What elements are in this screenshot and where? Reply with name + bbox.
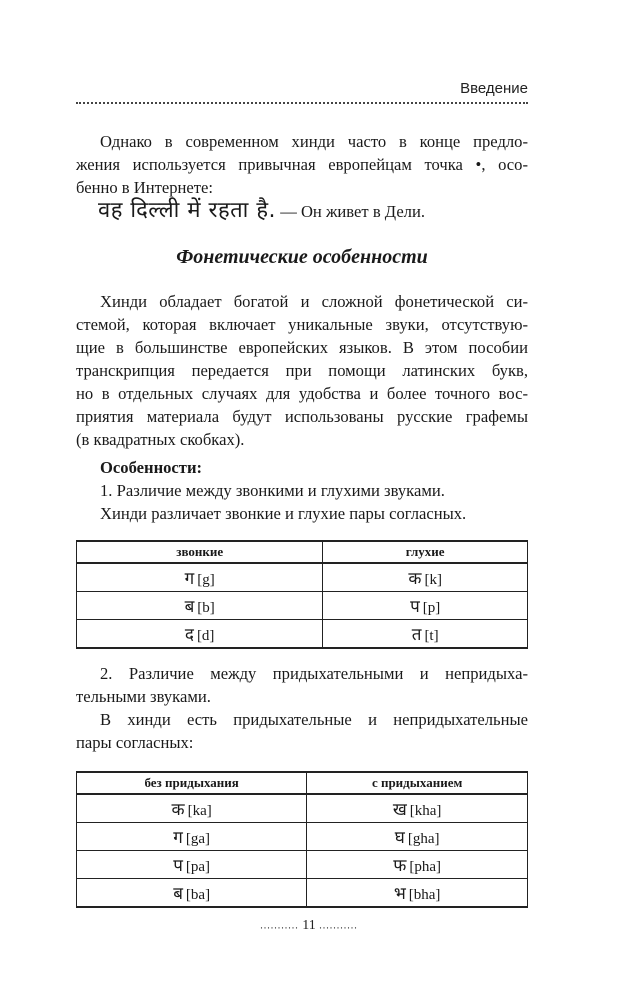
table-row: [77, 620, 528, 649]
table-row: [77, 879, 528, 908]
feature-item-2-block: [76, 662, 528, 754]
running-header: [76, 78, 528, 104]
feature-item-2-description: пары согласных:: [76, 733, 194, 752]
table-row: [77, 851, 528, 879]
header-title: Введение: [460, 80, 528, 97]
devanagari-letter: फ: [393, 856, 407, 876]
aspiration-table: [76, 771, 528, 908]
table-header: без придыхания: [77, 772, 307, 794]
devanagari-letter: क: [408, 569, 422, 589]
text-line: (в квадратных скобках).: [76, 430, 245, 449]
text-line: щие в большинстве европейских языков. В этом пособии: [76, 338, 528, 357]
transcription: [ba]: [185, 887, 211, 903]
text-line: но в отдельных случаях для удобства и более точного вос-: [76, 384, 528, 403]
text-line: стемой, которая включает уникальные звуки, отсутствую-: [76, 315, 528, 334]
transcription: [p]: [422, 600, 441, 616]
table-header: глухие: [323, 541, 528, 563]
table-row: [77, 563, 528, 592]
table-header: с придыханием: [307, 772, 528, 794]
devanagari-letter: ग: [184, 569, 195, 589]
text-line: Хинди обладает богатой и сложной фонетической си-: [100, 292, 528, 311]
text-line: жения используется привычная европейцам точка •, осо-: [76, 155, 528, 174]
hindi-example: [98, 194, 425, 224]
text-line: Однако в современном хинди часто в конце предло-: [100, 132, 528, 151]
devanagari-letter: ब: [173, 884, 183, 904]
transcription: [k]: [424, 572, 442, 588]
devanagari-letter: द: [184, 625, 194, 645]
transcription: [ga]: [185, 831, 210, 847]
feature-item-2: 2. Различие между придыхательными и непридыха-: [100, 664, 528, 683]
features-block: [76, 456, 528, 525]
devanagari-letter: त: [411, 625, 422, 645]
transcription: [d]: [196, 628, 215, 644]
feature-item-2: тельными звуками.: [76, 687, 211, 706]
transcription: [g]: [197, 572, 215, 588]
table-row: [77, 794, 528, 823]
devanagari-letter: ब: [184, 597, 195, 617]
text-line: транскрипция передается при помощи латинских букв,: [76, 361, 528, 380]
transcription: [gha]: [407, 831, 440, 847]
phonetics-paragraph: [76, 290, 528, 451]
footer-dots-left: ...........: [260, 920, 299, 932]
table-row: [77, 823, 528, 851]
transcription: [t]: [424, 628, 439, 644]
hindi-sentence: वह दिल्ली में रहता है.: [98, 198, 277, 223]
text-line: приятия материала будут использованы русские графемы: [76, 407, 528, 426]
intro-paragraph: [76, 130, 528, 199]
feature-item-1-description: Хинди различает звонкие и глухие пары согласных.: [100, 504, 467, 523]
transcription: [pha]: [409, 859, 442, 875]
devanagari-letter: ख: [392, 800, 407, 820]
transcription: [bha]: [408, 887, 441, 903]
page-number: 11: [302, 918, 316, 933]
devanagari-letter: घ: [394, 828, 405, 848]
feature-item-1: 1. Различие между звонкими и глухими звуками.: [100, 481, 445, 500]
page-number-footer: [0, 918, 618, 934]
devanagari-letter: ग: [173, 828, 183, 848]
transcription: [ka]: [187, 803, 212, 819]
features-heading: Особенности:: [100, 458, 203, 477]
section-title: Фонетические особенности: [176, 246, 428, 268]
transcription: [pa]: [185, 859, 211, 875]
transcription: [kha]: [409, 803, 442, 819]
text-line: бенно в Интернете:: [76, 178, 214, 197]
table-header: звонкие: [77, 541, 323, 563]
devanagari-letter: प: [173, 856, 183, 876]
example-translation: — Он живет в Дели.: [276, 202, 425, 221]
table-row: [77, 592, 528, 620]
feature-item-2-description: В хинди есть придыхательные и непридыхательные: [100, 710, 528, 729]
devanagari-letter: क: [171, 800, 185, 820]
footer-dots-right: ...........: [319, 920, 358, 932]
devanagari-letter: भ: [393, 884, 406, 904]
devanagari-letter: प: [410, 597, 420, 617]
voiced-voiceless-table: [76, 540, 528, 649]
transcription: [b]: [197, 600, 215, 616]
